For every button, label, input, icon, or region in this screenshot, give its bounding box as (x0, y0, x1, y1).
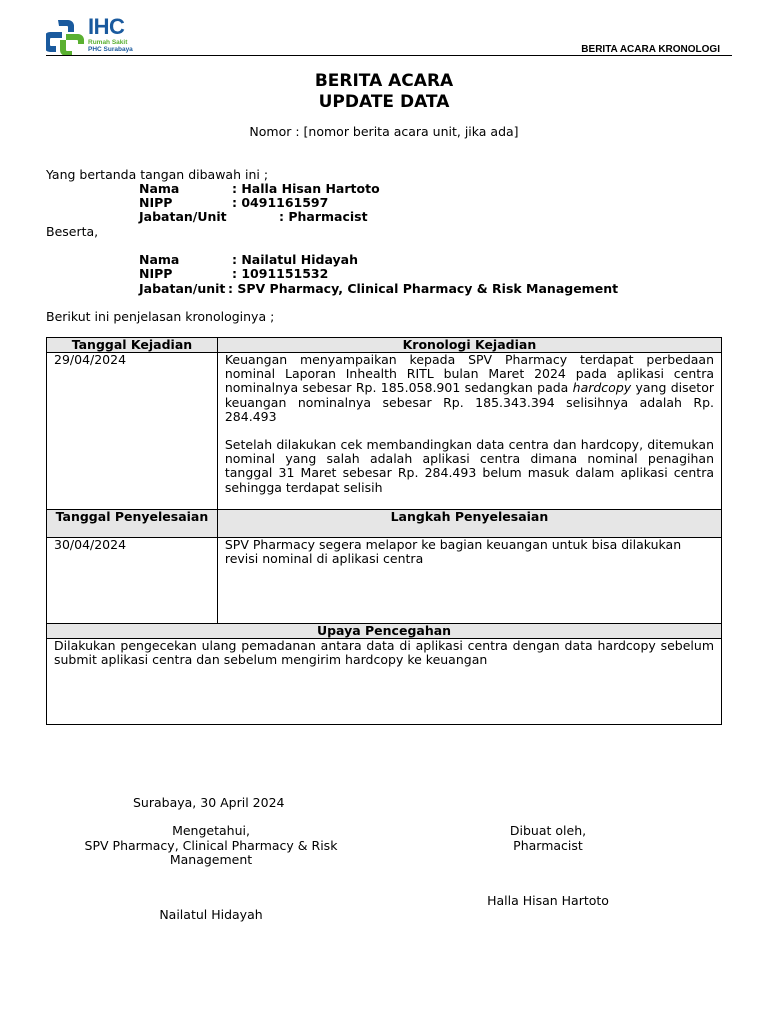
place-date: Surabaya, 30 April 2024 (133, 795, 285, 810)
document-label: BERITA ACARA KRONOLOGI (581, 44, 720, 55)
kronologi-paragraph-2: Setelah dilakukan cek membandingkan data centra dan hardcopy, ditemukan nominal yang salah adalah aplikasi centra dimana nominal penagihan tanggal 31 Maret sebesar Rp. 284.493 belum masuk dalam aplikasi centra sehingga terdapat selisih (224, 437, 714, 495)
person2-nama-value: : Nailatul Hidayah (232, 252, 358, 267)
signature-left-block (76, 824, 346, 868)
tanggal-penyelesaian-cell: 30/04/2024 (47, 538, 218, 624)
ihc-logo (46, 16, 86, 56)
person1-jabatan-label: Jabatan/Unit (139, 209, 227, 224)
person1-nama-label: Nama (139, 181, 180, 196)
document-title: BERITA ACARA (314, 71, 454, 91)
kronologi-paragraph-1: Keuangan menyampaikan kepada SPV Pharmacy terdapat perbedaan nominal Laporan Inhealth RITL bulan Maret 2024 pada aplikasi centra nominalnya sebesar Rp. 185.058.901 sedangkan pada hardcopy yang disetor keuangan nominalnya sebesar Rp. 185.343.394 selisihnya adalah Rp. 284.493 (224, 352, 714, 424)
logo-text: IHC (88, 14, 125, 39)
tanggal-kejadian-cell: 29/04/2024 (47, 353, 218, 510)
upaya-pencegahan-cell: Dilakukan pengecekan ulang pemadanan antara data di aplikasi centra dengan data hardcopy sebelum submit aplikasi centra dan sebelum mengirim hardcopy ke keuangan (47, 639, 722, 725)
signature-right-title: Pharmacist (513, 837, 583, 853)
signature-left-name: Nailatul Hidayah (159, 907, 263, 922)
header-tanggal-penyelesaian: Tanggal Penyelesaian (47, 510, 218, 538)
signature-left-title: SPV Pharmacy, Clinical Pharmacy & Risk Management (84, 837, 338, 867)
logo-subtitle: Rumah Sakit (88, 39, 128, 46)
kronologi-intro: Berikut ini penjelasan kronologinya ; (46, 309, 275, 324)
person2-nama-label: Nama (139, 252, 180, 267)
person1-jabatan-value: : Pharmacist (279, 209, 368, 224)
person2-jabatan-label: Jabatan/unit (139, 281, 226, 296)
signature-right-name: Halla Hisan Hartoto (487, 893, 609, 908)
person1-nipp-label: NIPP (139, 195, 173, 210)
person1-nama-value: : Halla Hisan Hartoto (232, 181, 380, 196)
header-kronologi-kejadian: Kronologi Kejadian (217, 338, 721, 353)
person2-nipp-value: : 1091151532 (232, 266, 329, 281)
kronologi-cell (217, 353, 721, 510)
person1-nipp-value: : 0491161597 (232, 195, 329, 210)
logo-subtitle-location: PHC Surabaya (88, 46, 133, 53)
signature-right-block (448, 824, 648, 853)
beserta-text: Beserta, (46, 224, 99, 239)
header-divider (46, 55, 732, 56)
person2-jabatan-value: : SPV Pharmacy, Clinical Pharmacy & Risk Management (228, 281, 619, 296)
document-number: Nomor : [nomor berita acara unit, jika ada] (249, 124, 519, 139)
kronologi-table (46, 337, 722, 725)
header-upaya-pencegahan: Upaya Pencegahan (47, 624, 722, 639)
signature-left-role: Mengetahui, (172, 823, 250, 838)
header-langkah-penyelesaian: Langkah Penyelesaian (217, 510, 721, 538)
document-subtitle: UPDATE DATA (318, 92, 450, 112)
header-tanggal-kejadian: Tanggal Kejadian (47, 338, 218, 353)
signature-right-role: Dibuat oleh, (509, 823, 587, 838)
intro-text: Yang bertanda tangan dibawah ini ; (46, 167, 269, 182)
langkah-penyelesaian-cell: SPV Pharmacy segera melapor ke bagian keuangan untuk bisa dilakukan revisi nominal di aplikasi centra (217, 538, 721, 624)
person2-nipp-label: NIPP (139, 266, 173, 281)
